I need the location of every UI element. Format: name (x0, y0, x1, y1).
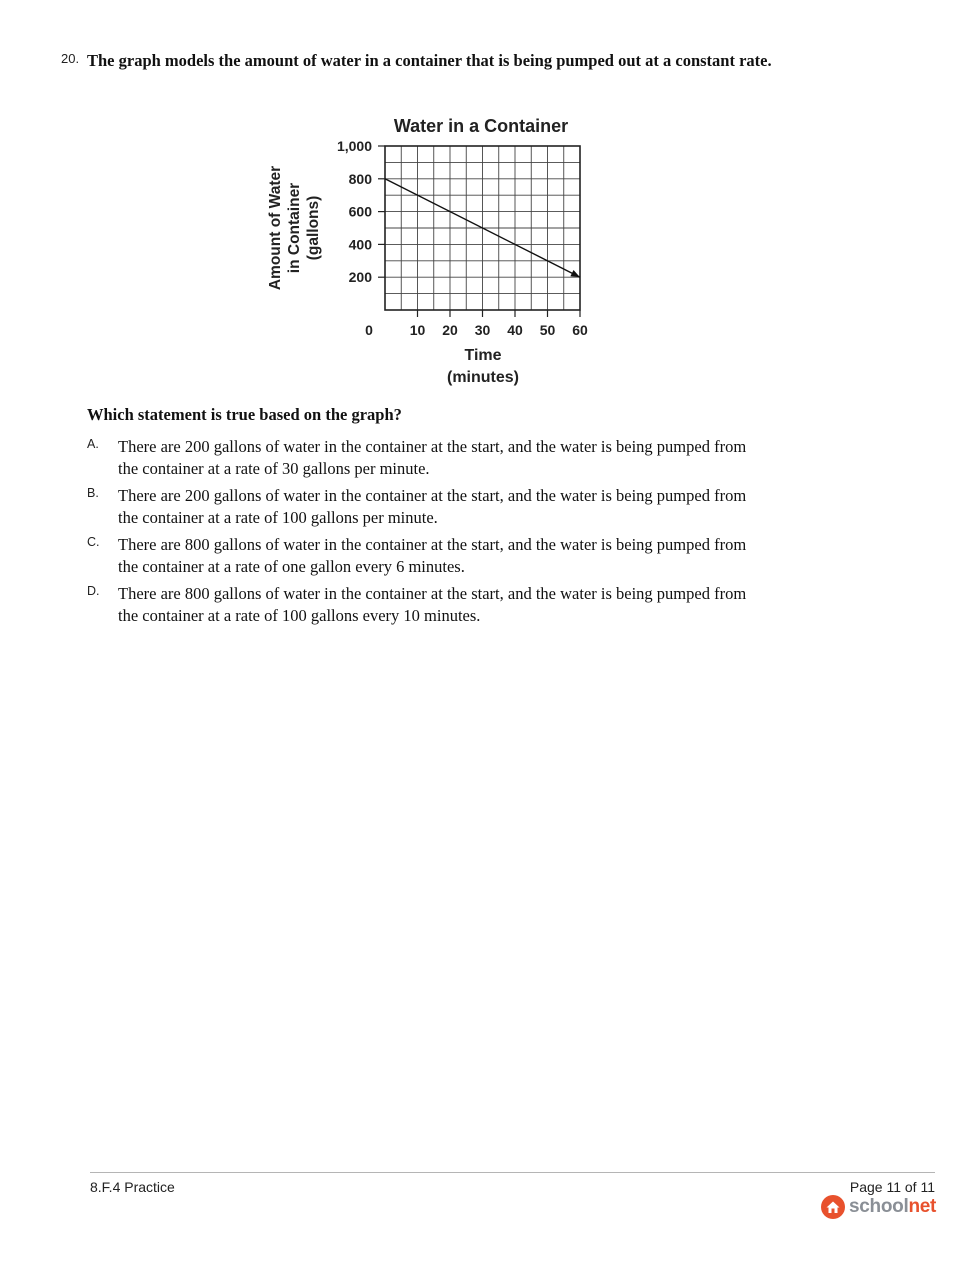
choice-a-text: There are 200 gallons of water in the container at the start, and the water is being pumped from the container at a rate of 30 gallons per minute. (118, 437, 747, 478)
y-tick-label: 400 (348, 236, 372, 253)
y-tick-label: 800 (348, 170, 372, 187)
x-tick-label: 20 (442, 322, 458, 338)
question-number: 20. (61, 51, 80, 66)
choice-c-text: There are 800 gallons of water in the container at the start, and the water is being pumped from the container at a rate of one gallon every 6 minutes. (118, 535, 747, 576)
chart-x-ticks (365, 310, 588, 338)
choice-d-text: There are 800 gallons of water in the container at the start, and the water is being pumped from the container at a rate of 100 gallons every 10 minutes. (118, 584, 747, 625)
logo-text-school: school (849, 1196, 909, 1217)
choice-b-letter: B. (87, 486, 99, 500)
y-axis-label-line3: (gallons) (305, 195, 322, 261)
footer-divider (90, 1172, 935, 1173)
y-axis-label-line1: Amount of Water (267, 165, 284, 291)
water-chart (255, 108, 600, 398)
x-tick-label: 10 (409, 322, 426, 338)
data-line-arrowhead (570, 270, 580, 277)
y-tick-label: 200 (348, 269, 372, 286)
chart-title: Water in a Container (393, 116, 569, 136)
choice-a-letter: A. (87, 437, 99, 451)
y-tick-label: 1,000 (336, 138, 372, 154)
y-tick-label: 600 (348, 203, 372, 220)
x-tick-label: 0 (365, 322, 373, 338)
chart-y-ticks (337, 138, 385, 285)
choice-b-text: There are 200 gallons of water in the container at the start, and the water is being pumped from the container at a rate of 100 gallons per minute. (118, 486, 747, 527)
logo-text-net: net (908, 1196, 937, 1217)
house-icon (820, 1194, 846, 1220)
x-tick-label: 40 (507, 322, 523, 338)
x-tick-label: 60 (572, 322, 588, 338)
x-axis-label-line2: (minutes) (447, 369, 519, 386)
footer-title: 8.F.4 Practice (90, 1179, 175, 1195)
choice-d-letter: D. (87, 584, 100, 598)
choice-c-letter: C. (87, 535, 100, 549)
x-tick-label: 30 (474, 322, 491, 338)
chart-svg (255, 108, 600, 393)
footer-page-number: Page 11 of 11 (849, 1179, 935, 1195)
question-text: The graph models the amount of water in a container that is being pumped out at a constant rate. (87, 51, 772, 70)
schoolnet-logo (820, 1194, 936, 1220)
y-axis-label-line2: in Container (286, 182, 303, 274)
question-prompt: Which statement is true based on the graph? (87, 405, 402, 424)
logo-text (849, 1196, 936, 1218)
x-tick-label: 50 (539, 322, 556, 338)
x-axis-label-line1: Time (464, 347, 502, 364)
